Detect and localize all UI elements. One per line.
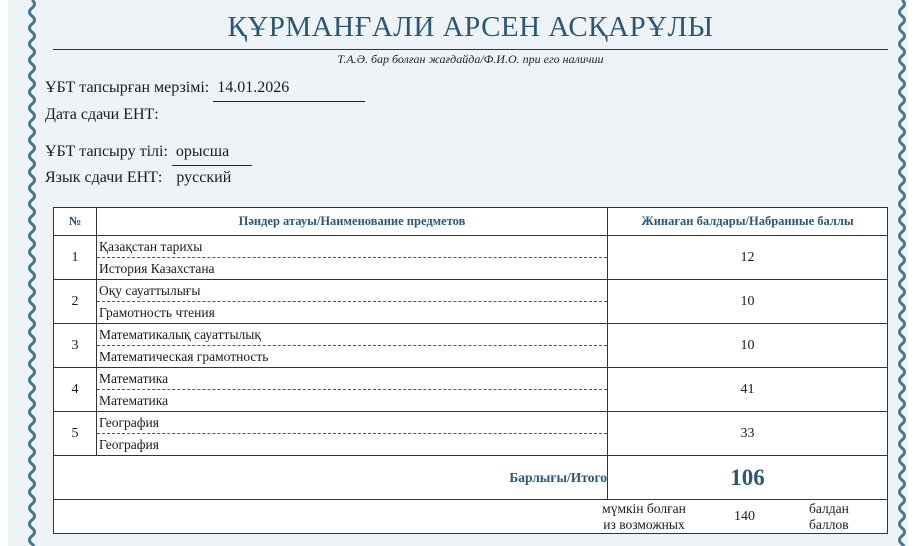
possible-label-kz: мүмкін болған xyxy=(602,501,686,516)
subject-name-kz: Оқу сауаттылығы xyxy=(97,280,607,302)
exam-date-value: 14.01.2026 xyxy=(213,78,365,102)
table-row xyxy=(54,412,888,456)
name-divider xyxy=(53,49,888,50)
possible-unit xyxy=(809,501,849,533)
certificate-page xyxy=(8,0,908,546)
header-number: № xyxy=(54,208,97,236)
exam-language-label-kz: ҰБТ тапсыру тілі: xyxy=(45,143,168,160)
subject-cell xyxy=(97,368,608,412)
exam-date-label-kz: ҰБТ тапсырған мерзімі: xyxy=(45,79,210,96)
subject-cell xyxy=(97,324,608,368)
subject-name-kz: География xyxy=(97,412,607,434)
subject-name-ru: История Казахстана xyxy=(99,261,215,276)
table-row xyxy=(54,368,888,412)
decorative-wave-border-left-icon xyxy=(26,0,38,546)
row-number: 2 xyxy=(54,280,97,324)
subject-name-kz: Қазақстан тарихы xyxy=(97,236,607,258)
subject-score: 10 xyxy=(608,324,888,368)
decorative-wave-border-right-icon xyxy=(896,0,908,546)
exam-date-label-ru: Дата сдачи ЕНТ: xyxy=(45,106,159,123)
possible-unit-kz: балдан xyxy=(809,501,849,516)
total-label: Барлығы/Итого xyxy=(54,456,608,500)
total-score: 106 xyxy=(608,456,888,500)
row-number: 1 xyxy=(54,236,97,280)
possible-label-ru: из возможных xyxy=(603,517,685,532)
subject-cell xyxy=(97,412,608,456)
scores-table xyxy=(53,207,888,534)
header-subject: Пәндер атауы/Наименование предметов xyxy=(97,208,608,236)
subject-score: 41 xyxy=(608,368,888,412)
exam-language-value-kz: орысша xyxy=(172,142,252,166)
header-score: Жинаған балдары/Набранные баллы xyxy=(608,208,888,236)
exam-date-field xyxy=(45,78,365,102)
exam-language-value-ru: русский xyxy=(176,169,232,186)
possible-row xyxy=(54,500,888,534)
subject-name-ru: Грамотность чтения xyxy=(99,305,215,320)
table-row xyxy=(54,324,888,368)
subject-name-ru: География xyxy=(99,437,159,452)
possible-label xyxy=(594,501,694,533)
possible-unit-ru: баллов xyxy=(809,517,849,532)
subject-score: 12 xyxy=(608,236,888,280)
subject-name-ru: Математическая грамотность xyxy=(99,349,269,364)
name-caption: Т.А.Ә. бар болған жағдайда/Ф.И.О. при его наличии xyxy=(337,52,604,66)
subject-cell xyxy=(97,236,608,280)
row-number: 3 xyxy=(54,324,97,368)
total-row xyxy=(54,456,888,500)
row-number: 4 xyxy=(54,368,97,412)
possible-cell xyxy=(54,500,888,534)
table-header-row xyxy=(54,208,888,236)
table-row xyxy=(54,280,888,324)
subject-score: 33 xyxy=(608,412,888,456)
student-full-name: ҚҰРМАНҒАЛИ АРСЕН АСҚАРҰЛЫ xyxy=(227,11,714,43)
exam-language-field-kz xyxy=(45,142,252,166)
subject-name-kz: Математика xyxy=(97,368,607,390)
subject-name-ru: Математика xyxy=(99,393,169,408)
exam-language-label-ru: Язык сдачи ЕНТ: xyxy=(45,169,163,186)
subject-score: 10 xyxy=(608,280,888,324)
exam-language-field-ru xyxy=(45,168,231,188)
possible-max-score: 140 xyxy=(734,509,755,524)
row-number: 5 xyxy=(54,412,97,456)
table-row xyxy=(54,236,888,280)
subject-cell xyxy=(97,280,608,324)
subject-name-kz: Математикалық сауаттылық xyxy=(97,324,607,346)
